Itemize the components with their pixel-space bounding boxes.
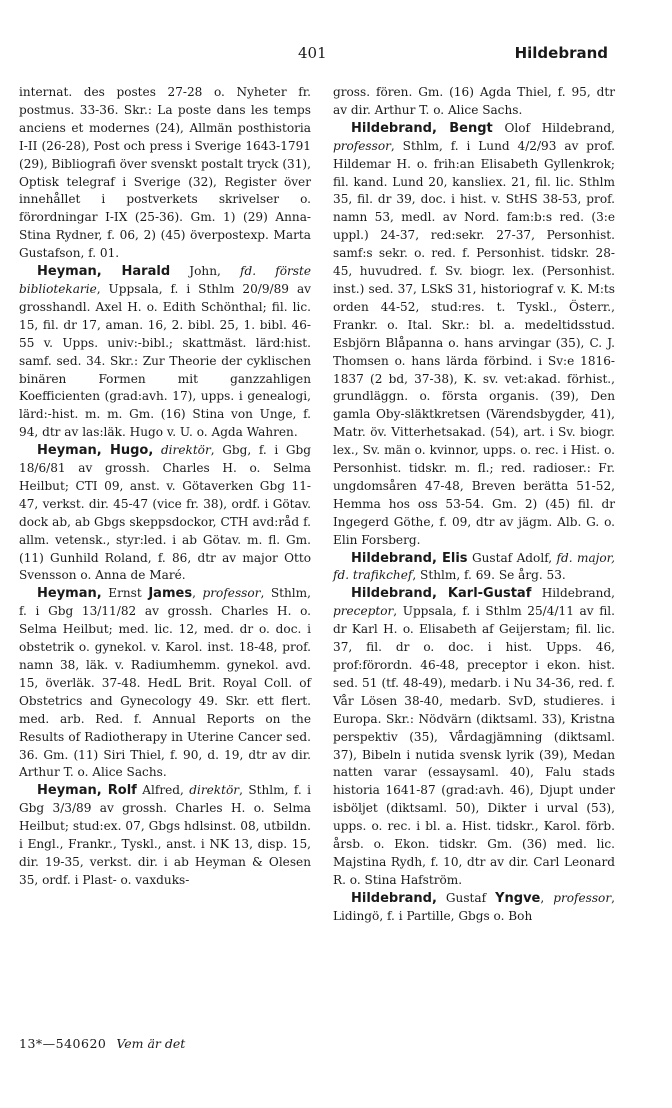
entry-given-names: Olof Hildebrand, [492,120,615,135]
entry-name: Hildebrand, Elis [351,550,468,566]
entry-text: , Sthlm, f. 69. Se årg. 53. [412,568,566,583]
continuation-text: gross. fören. Gm. (16) Agda Thiel, f. 95, dtr av dir. Arthur T. o. Alice Sachs. [333,85,615,117]
entry-name: Hildebrand, Bengt [351,120,493,136]
entry-text: , Uppsala, f. i Sthlm 20/9/89 av grosshandl. Axel H. o. Edith Schönthal; fil. lic. 15, fil. dr 17, aman. 16, 2. bibl. 25, 1. bibl. 46-55 v. Upps. univ:-bibl.; skattmäst. lärd:hist. samf. sed. 34. Skr.: Zur Theorie der cyklischen binären Formen mit ganzzahligen Koefficienten (grad:avh. 17), upps. i genealogi, lärd:-hist. m. m. Gm. (16) Stina von Unge, f. 94, dtr av las:läk. Hugo v. U. o. Agda Wahren. [19,281,311,440]
entry-separator: , [192,586,203,601]
entry-title: fd. förste bibliotekarie [19,264,311,296]
entry-given-names: Hildebrand, [531,586,616,601]
entry-separator: , [540,890,554,905]
entry-harald-heyman [19,263,311,442]
book-title: Vem är det [116,1036,186,1051]
entry-given-names: Ernst [101,586,149,601]
entry-james-heyman [19,585,311,782]
entry-title: direktör [189,783,240,798]
entry-name: Hildebrand, [351,890,437,906]
continuation-text: internat. des postes 27-28 o. Nyheter fr. postmus. 33-36. Skr.: La poste dans les temps anciens et modernes (24), Allmän posthistoria I-II (26-28), Post och press i Sverige 1643-1791 (29), Bibliografi över svenskt postalt tryck (31), Optisk telegraf i Sverige (32), Register över innehållet i postverkets skrivelser o. förordningar I-IX (25-36). Gm. 1) (29) Anna-Stina Rydner, f. 06, 2) (45) överpostexp. Marta Gustafson, f. 01. [19,85,311,261]
entry-rolf-heyman [19,782,311,889]
entry-name: Heyman, [37,586,102,602]
entry-name-part: James [148,586,193,602]
entry-given-names: John, [170,264,240,279]
page-header [0,44,672,70]
entry-name: Hildebrand, Karl-Gustaf [351,586,532,602]
entry-karl-gustaf-hildebrand [333,585,615,889]
entry-given-names [153,443,161,457]
entry-title: preceptor [333,604,394,619]
entry-title: professor [202,586,261,601]
entry-hugo-heyman [19,442,311,585]
page-number: 401 [298,44,327,62]
entry-elis-hildebrand [333,550,615,586]
entry-text: , Sthlm, f. i Lund 4/2/93 av prof. Hildemar H. o. frih:an Elisabeth Gyllenkrok; fil. kand. Lund 20, kansliex. 21, fil. lic. Sthlm 35, fil. dr 39, doc. i hist. v. StHS 38-53, prof. namn 53, medl. av Nord. fam:b:s red. (3:e uppl.) 24-37, red:sekr. 27-37, Personhist. samf:s sekr. o. red. f. Personhist. tidskr. 28-45, huvudred. f. Sv. biogr. lex. (Personhist. inst.) sed. 37, LSkS 31, historiograf v. K. M:ts orden 44-52, stud:res. t. Tyskl., Österr., Frankr. o. Ital. Skr.: bl. a. medeltidsstud. Esbjörn Blåpanna o. hans arvingar (35), C. J. Thomsen o. hans lärda förbind. i Sv:e 1816-1837 (2 bd, 37-38), K. sv. vet:akad. förhist., grundläggn. o. första organis. (39), Den gamla Oby-släktkretsen (Värendsbygder, 41), Matr. öv. Vitterhetsakad. (54), art. i Sv. biogr. lex., Sv. män o. kvinnor, upps. o. rec. i Hist. o. Personhist. tidskr. m. fl.; red. radioser.: Fr. ungdomsåren 47-48, Breven berätta 51-52, Hemma hos oss 53-54. Gm. 2) (45) fil. dr Ingegerd Göthe, f. 09, dtr av jägm. Alb. G. o. Elin Forsberg. [333,138,615,547]
entry-title: fd. major, fd. trafikchef [333,550,615,583]
running-head: Hildebrand [514,44,608,62]
entry-text: , Uppsala, f. i Sthlm 25/4/11 av fil. dr Karl H. o. Elisabeth af Geijerstam; fil. lic. 37, fil. dr o. doc. i hist. Upps. 46, prof:förordn. 46-48, preceptor i ekon. hist. sed. 51 (tf. 48-49), medarb. i Nu 34-36, red. f. Vår Lösen 38-40, medarb. SvD, studieres. i Europa. Skr.: Nödvärn (diktsaml. 33), Kristna perspektiv (35), Vårdagjämning (diktsaml. 37), Bibeln i nutida svensk lyrik (39), Medan natten varar (essaysaml. 40), Falu stads historia 1641-87 (grad:avh. 46), Djupt under isböljet (diktsaml. 50), Dikter i urval (53), upps. o. rec. i bl. a. Hist. tidskr., Karol. förb. årsb. o. Ekon. tidskr. Gm. (36) med. lic. Majstina Rydh, f. 10, dtr av dir. Carl Leonard R. o. Stina Hafström. [333,604,615,887]
entry-given-names: Gustaf [436,890,496,905]
entry-yngve-hildebrand [333,890,615,926]
entry-given-names: Gustaf Adolf, [467,550,557,565]
entry-title: direktör [160,443,211,458]
left-column [19,84,311,890]
entry-name-part: Yngve [495,890,541,906]
entry-title: professor [333,138,391,153]
entry-text: , Sthlm, f. i Gbg 13/11/82 av grossh. Charles H. o. Selma Heilbut; med. lic. 12, med. dr o. doc. i obstetrik o. gynekol. v. Karol. inst. 18-48, prof. namn 38, läk. v. Radiumhemm. gynekol. avd. 15, överläk. 37-48. HedL Brit. Royal Coll. of Obstetrics and Gynecology 49. Skr. ett flert. med. arb. Red. f. Annual Reports on the Results of Radiotherapy in Uterine Cancer sed. 36. Gm. (11) Siri Thiel, f. 90, d. 19, dtr av dir. Arthur T. o. Alice Sachs. [19,586,311,780]
right-column [333,84,615,926]
page-footer [19,1036,185,1051]
entry-text: , Gbg, f. i Gbg 18/6/81 av grossh. Charles H. o. Selma Heilbut; CTI 09, anst. v. Götaverken Gbg 11-47, verkst. dir. 45-47 (vice fr. 38), ordf. i Götav. dock ab, ab Gbgs skeppsdockor, CTH avd:råd f. allm. vetensk., styr:led. i ab Götav. m. fl. Gm. (11) Gunhild Roland, f. 86, dtr av major Otto Svensson o. Anna de Maré. [19,443,311,583]
printer-signature: 13*—540620 [19,1036,107,1051]
entry-title: professor [553,890,612,905]
entry-bengt-hildebrand [333,120,615,550]
entry-name: Heyman, Harald [37,264,171,280]
entry-name: Heyman, Hugo, [37,443,154,459]
entry-given-names: Alfred, [136,783,190,798]
entry-text: , Lidingö, f. i Partille, Gbgs o. Boh [333,890,615,923]
entry-name: Heyman, Rolf [37,783,137,799]
entry-text: , Sthlm, f. i Gbg 3/3/89 av grossh. Charles H. o. Selma Heilbut; stud:ex. 07, Gbgs hdlsinst. 08, utbildn. i Engl., Frankr., Tyskl., anst. i NK 13, disp. 15, dir. 19-35, verkst. dir. i ab Heyman & Olesen 35, ordf. i Plast- o. vaxduks- [19,783,311,887]
